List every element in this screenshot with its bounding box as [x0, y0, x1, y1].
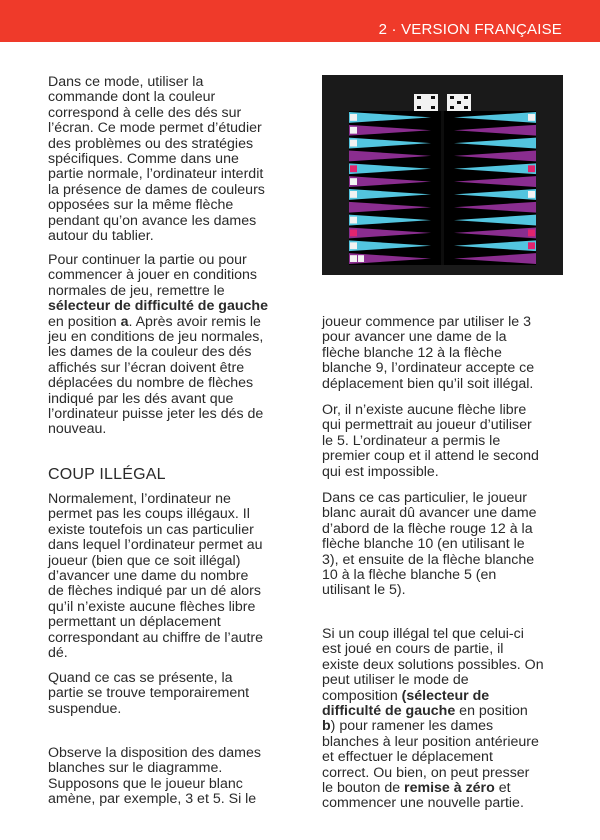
- checker: [528, 191, 535, 198]
- checker: [350, 217, 357, 224]
- text-line: normales de jeu, remettre le: [48, 282, 225, 299]
- checker: [350, 178, 357, 185]
- text-line: commencer à jouer en conditions: [48, 267, 257, 284]
- text-line: dans lequel l’ordinateur permet au: [48, 537, 263, 554]
- paragraph-mode-composition: [48, 75, 306, 244]
- checker: [350, 114, 357, 121]
- text-line: opposées sur la même flèche: [48, 197, 234, 214]
- board-arrow-right: [454, 189, 536, 200]
- board-bar: [441, 111, 444, 265]
- text-line: des problèmes ou des stratégies: [48, 135, 254, 152]
- paragraph-diagram-example: [48, 746, 306, 808]
- text-line: blanches sur le diagramme.: [48, 760, 223, 777]
- paragraph-no-free-arrow: [322, 403, 568, 480]
- text-line: d’abord de la flèche rouge 12 à la: [322, 520, 533, 537]
- board-arrow-left: [349, 215, 431, 226]
- text-line: de flèches indiqué par un dé alors: [48, 583, 261, 600]
- section-title: 2 · VERSION FRANÇAISE: [378, 21, 562, 38]
- checker: [528, 230, 535, 237]
- checker: [350, 140, 357, 147]
- text-line: Or, il n’existe aucune flèche libre: [322, 402, 527, 418]
- text-line: 3), et ensuite de la flèche blanche: [322, 551, 535, 568]
- text-line: les dames de la couleur des dés: [48, 344, 252, 361]
- text-line: pour avancer une dame de la: [322, 329, 507, 346]
- board-arrow-left: [349, 228, 431, 239]
- board-arrow-left: [349, 176, 431, 187]
- text-line: partie se trouve temporairement: [48, 685, 250, 702]
- text-line: amène, par exemple, 3 et 5. Si le: [48, 791, 257, 808]
- board-arrow-right: [454, 228, 536, 239]
- board-arrow-left: [349, 189, 431, 200]
- text-line: autour du tablier.: [48, 228, 154, 245]
- text-line: permettant un déplacement: [48, 614, 221, 631]
- paragraph-game-suspended: [48, 671, 306, 717]
- board-arrow-right: [454, 112, 536, 123]
- text-line: correspondant au chiffre de l’autre: [48, 629, 264, 646]
- text-line: suspendue.: [48, 700, 122, 717]
- checker: [528, 114, 535, 121]
- text-line: Observe la disposition des dames: [48, 745, 261, 761]
- text-line: blanche 9, l’ordinateur accepte ce: [322, 360, 535, 377]
- text-line: nouveau.: [48, 421, 107, 438]
- text-line: utilisant le 5).: [322, 582, 406, 599]
- board-arrow-right: [454, 138, 536, 149]
- section-heading-illegal-move: COUP ILLÉGAL: [48, 466, 166, 483]
- board-arrow-left: [349, 112, 431, 123]
- checker: [350, 242, 357, 249]
- board-arrow-left: [349, 125, 431, 136]
- text-line: Dans ce mode, utiliser la: [48, 74, 204, 90]
- backgammon-board: [349, 111, 536, 265]
- board-graphic: [349, 111, 536, 265]
- text-line: indiqué par les dés avant que: [48, 390, 234, 407]
- text-line: affichés sur l’écran doivent être: [48, 359, 245, 376]
- checker: [350, 255, 357, 262]
- text-line: joueur commence par utiliser le 3: [322, 314, 531, 330]
- text-line: qui permettrait au joueur d’utiliser: [322, 417, 532, 434]
- paragraph-two-solutions: Si un coup illégal tel que celui-ci est joué en cours de partie, il existe deux solutions possibles. On peut utiliser le mode de composition (sélecteur de difficulté de gauche en position b) pour ramener les dames blanches à leur position antérieure et effectuer le déplacement correct. Ou bien, on peut presser le bouton de remise à zéro et commencer une nouvelle partie.: [322, 626, 544, 812]
- text-line: 10 à la flèche blanche 5 (en: [322, 567, 497, 584]
- checker: [528, 242, 535, 249]
- text-line: premier coup et il attend le second: [322, 448, 539, 465]
- board-arrow-left: [349, 151, 431, 162]
- board-arrow-right: [454, 240, 536, 251]
- text-line: Pour continuer la partie ou pour: [48, 252, 247, 268]
- paragraph-first-move: [322, 315, 568, 392]
- board-arrow-left: [349, 163, 431, 174]
- paragraph-continue-game: Pour continuer la partie ou pour commencer à jouer en conditions normales de jeu, remettre le sélecteur de difficulté de gauche en position a. Après avoir remis le jeu en conditions de jeu normales, les dames de la couleur des dés affichés sur l’écran doivent être déplacées du nombre de flèches indiqué par les dés avant que l’ordinateur puisse jeter les dés de nouveau.: [48, 253, 306, 438]
- text-line: jeu en conditions de jeu normales,: [48, 329, 264, 346]
- board-arrow-right: [454, 125, 536, 136]
- text-line: flèche blanche 12 à la flèche: [322, 344, 502, 361]
- text-line: partie normale, l’ordinateur interdit: [48, 166, 264, 183]
- checker: [350, 230, 357, 237]
- checker: [358, 255, 364, 262]
- text-line: d’avancer une dame du nombre: [48, 568, 249, 585]
- text-line: joueur (bien que ce soit illégal): [48, 552, 241, 569]
- board-arrow-left: [349, 202, 431, 213]
- text-line: flèche blanche 10 (en utilisant le: [322, 536, 525, 553]
- text-line: qui est impossible.: [322, 463, 439, 480]
- text-line: Normalement, l’ordinateur ne: [48, 491, 231, 507]
- text-line: l’ordinateur puisse jeter les dés de: [48, 406, 264, 423]
- text-line: qu’il n’existe aucune flèches libre: [48, 598, 256, 615]
- checker: [528, 165, 535, 172]
- checker: [350, 127, 357, 134]
- text-line: pendant qu’on avance les dames: [48, 212, 257, 229]
- board-arrow-right: [454, 215, 536, 226]
- text-line: déplacement bien qu’il soit illégal.: [322, 375, 534, 392]
- paragraph-illegal-move: [48, 492, 306, 661]
- text-line: Supposons que le joueur blanc: [48, 775, 243, 792]
- die-right: [447, 94, 471, 111]
- board-arrow-right: [454, 253, 536, 264]
- text-line: spécifiques. Comme dans une: [48, 151, 239, 168]
- board-arrow-right: [454, 202, 536, 213]
- board-arrow-left: [349, 240, 431, 251]
- text-line: permet pas les coups illégaux. Il: [48, 506, 250, 523]
- text-line: déplacées du nombre de flèches: [48, 375, 254, 392]
- text-line: dé.: [48, 645, 68, 662]
- board-arrow-right: [454, 176, 536, 187]
- text-line: la présence de dames de couleurs: [48, 181, 265, 198]
- board-arrow-right: [454, 163, 536, 174]
- board-arrow-left: [349, 138, 431, 149]
- section-banner: [0, 0, 600, 42]
- board-arrow-right: [454, 151, 536, 162]
- text-line: correspond à celle des dés sur: [48, 104, 242, 121]
- text-line: existe toutefois un cas particulier: [48, 521, 254, 538]
- game-screen-image: [322, 75, 563, 275]
- text-line: blanc aurait dû avancer une dame: [322, 505, 537, 522]
- text-line: l’écran. Ce mode permet d’étudier: [48, 120, 262, 137]
- text-line: Dans ce cas particulier, le joueur: [322, 490, 528, 506]
- die-left: [414, 94, 438, 111]
- paragraph-correct-move: [322, 491, 568, 599]
- text-line: le 5. L’ordinateur a permis le: [322, 432, 501, 449]
- checker: [350, 191, 357, 198]
- text-line: commande dont la couleur: [48, 89, 216, 106]
- text-line: Quand ce cas se présente, la: [48, 670, 233, 686]
- checker: [350, 165, 357, 172]
- difficulty-selector-text: sélecteur de difficulté de gauche: [48, 298, 268, 315]
